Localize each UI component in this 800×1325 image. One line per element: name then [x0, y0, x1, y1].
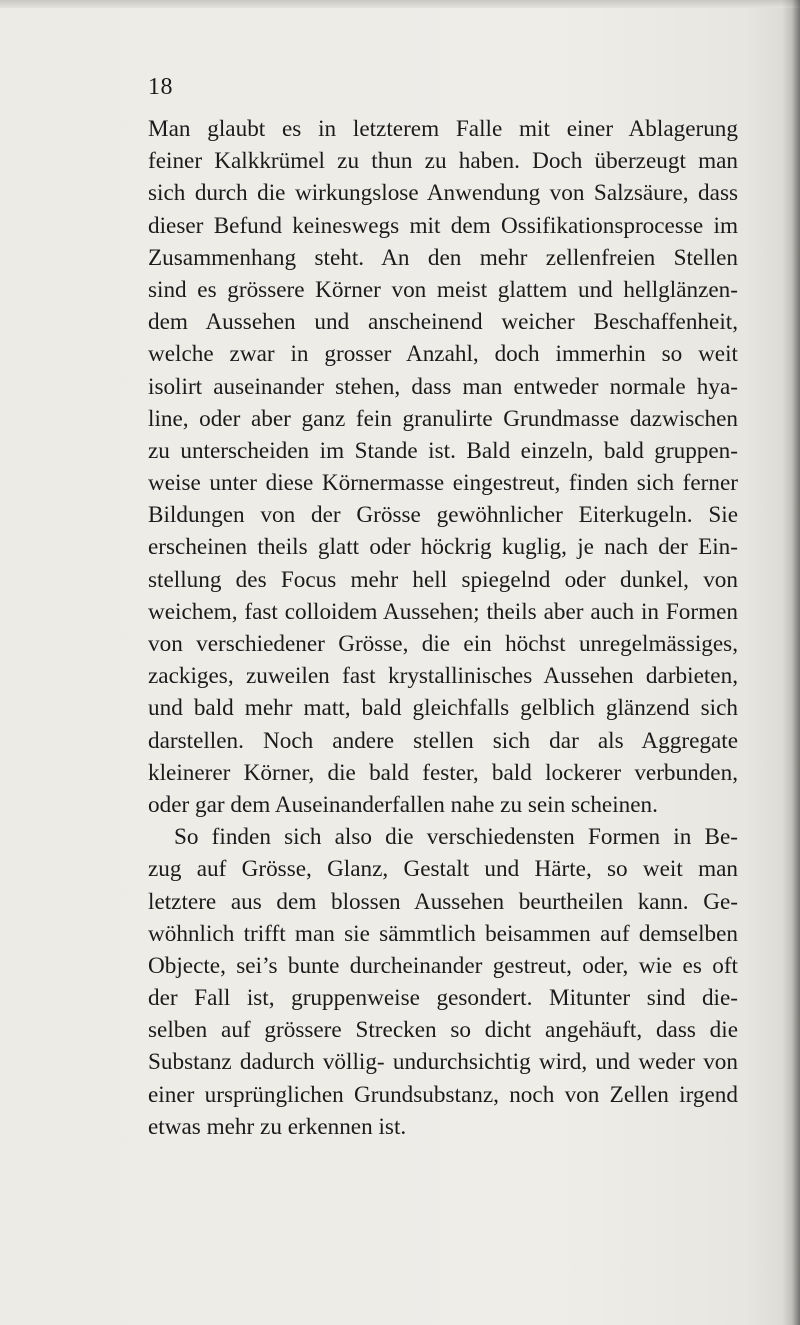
text-line: line, oder aber ganz fein granulirte Grundmasse dazwischen: [148, 405, 738, 432]
text-line: Objecte, sei’s bunte durcheinander gestreut, oder, wie es oft: [148, 952, 738, 979]
text-line: isolirt auseinander stehen, dass man entweder normale hya-: [148, 373, 738, 400]
text-line: feiner Kalkkrümel zu thun zu haben. Doch überzeugt man: [148, 148, 738, 175]
text-line: Bildungen von der Grösse gewöhnlicher Eiterkugeln. Sie: [148, 502, 738, 529]
text-line: Man glaubt es in letzterem Falle mit einer Ablagerung: [148, 116, 738, 142]
text-line: der Fall ist, gruppenweise gesondert. Mitunter sind die-: [148, 985, 738, 1012]
text-line: stellung des Focus mehr hell spiegelnd oder dunkel, von: [148, 566, 738, 593]
text-line: So finden sich also die verschiedensten Formen in Be-: [174, 824, 738, 851]
text-line: weise unter diese Körnermasse eingestreut, finden sich ferner: [148, 470, 738, 497]
text-line: von verschiedener Grösse, die ein höchst unregelmässiges,: [148, 631, 738, 657]
text-line: zu unterscheiden im Stande ist. Bald einzeln, bald gruppen-: [148, 437, 738, 464]
paragraph-1: [148, 113, 738, 821]
text-line: dem Aussehen und anscheinend weicher Beschaffenheit,: [148, 309, 738, 336]
body-text: [148, 113, 738, 1143]
page-top-edge: [0, 0, 800, 8]
text-line: sind es grössere Körner von meist glattem und hellglänzen-: [148, 276, 738, 303]
text-line: wöhnlich trifft man sie sämmtlich beisammen auf demselben: [148, 920, 738, 947]
text-line: oder gar dem Auseinanderfallen nahe zu sein scheinen.: [148, 791, 658, 818]
text-line: sich durch die wirkungslose Anwendung von Salzsäure, dass: [148, 180, 738, 207]
text-line: Substanz dadurch völlig- undurchsichtig wird, und weder von: [148, 1049, 738, 1076]
text-line: darstellen. Noch andere stellen sich dar als Aggregate: [148, 727, 738, 754]
text-line: etwas mehr zu erkennen ist.: [148, 1113, 407, 1140]
text-line: einer ursprünglichen Grundsubstanz, noch von Zellen irgend: [148, 1081, 738, 1108]
text-line: erscheinen theils glatt oder höckrig kuglig, je nach der Ein-: [148, 534, 738, 561]
text-line: zug auf Grösse, Glanz, Gestalt und Härte, so weit man: [148, 856, 738, 883]
text-line: selben auf grössere Strecken so dicht angehäuft, dass die: [148, 1017, 738, 1044]
text-line: letztere aus dem blossen Aussehen beurtheilen kann. Ge-: [148, 888, 738, 915]
text-line: kleinerer Körner, die bald fester, bald lockerer verbunden,: [148, 759, 738, 786]
text-line: und bald mehr matt, bald gleichfalls gelblich glänzend sich: [148, 695, 738, 722]
page-number: 18: [148, 74, 173, 100]
paragraph-2: [148, 821, 738, 1143]
text-line: Zusammenhang steht. An den mehr zellenfreien Stellen: [148, 244, 738, 271]
text-line: weichem, fast colloidem Aussehen; theils aber auch in Formen: [148, 598, 738, 625]
text-line: welche zwar in grosser Anzahl, doch immerhin so weit: [148, 341, 738, 368]
page-gutter-shadow: [782, 0, 800, 1325]
text-line: zackiges, zuweilen fast krystallinisches Aussehen darbieten,: [148, 663, 738, 690]
text-line: dieser Befund keineswegs mit dem Ossifikationsprocesse im: [148, 212, 738, 239]
